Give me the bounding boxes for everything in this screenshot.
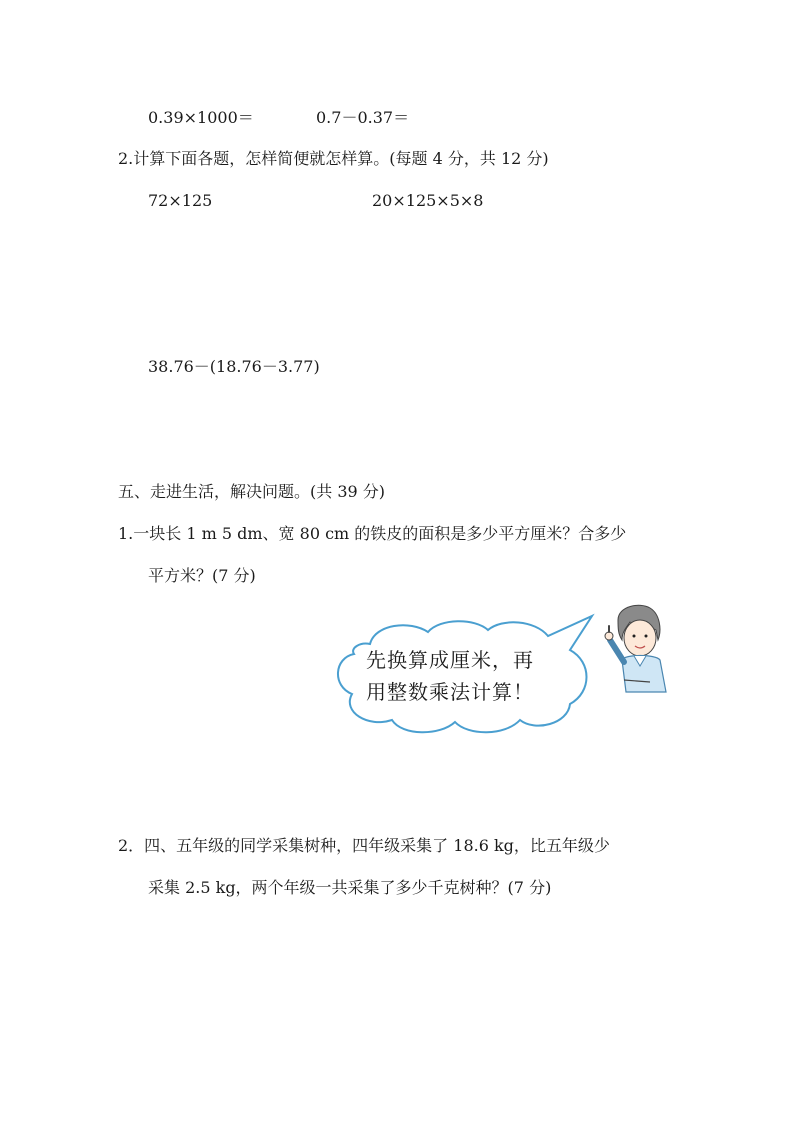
student-illustration	[600, 600, 672, 700]
calc-item-2: 0.7－0.37＝	[316, 108, 410, 127]
problem-1-line-1: 1.一块长 1 m 5 dm、宽 80 cm 的铁皮的面积是多少平方厘米？合多少	[118, 524, 627, 543]
expression-1: 72×125	[148, 191, 213, 210]
section-5-title: 五、走进生活，解决问题。(共 39 分)	[118, 482, 386, 501]
expression-2: 20×125×5×8	[372, 191, 484, 210]
expression-3: 38.76－(18.76－3.77)	[148, 357, 320, 376]
bubble-line-1: 先换算成厘米，再	[366, 648, 534, 672]
student-figure	[600, 600, 672, 700]
speech-bubble-shape	[330, 612, 600, 737]
speech-bubble	[330, 612, 600, 737]
calc-item-1: 0.39×1000＝	[148, 108, 254, 127]
bubble-line-2: 用整数乘法计算！	[366, 680, 534, 704]
problem-1-line-2: 平方米？(7 分)	[148, 566, 256, 585]
question-2-title: 2.计算下面各题，怎样简便就怎样算。(每题 4 分，共 12 分)	[118, 149, 549, 168]
problem-2-line-1: 2．四、五年级的同学采集树种，四年级采集了 18.6 kg，比五年级少	[118, 836, 610, 855]
problem-2-line-2: 采集 2.5 kg，两个年级一共采集了多少千克树种？(7 分)	[148, 878, 552, 897]
